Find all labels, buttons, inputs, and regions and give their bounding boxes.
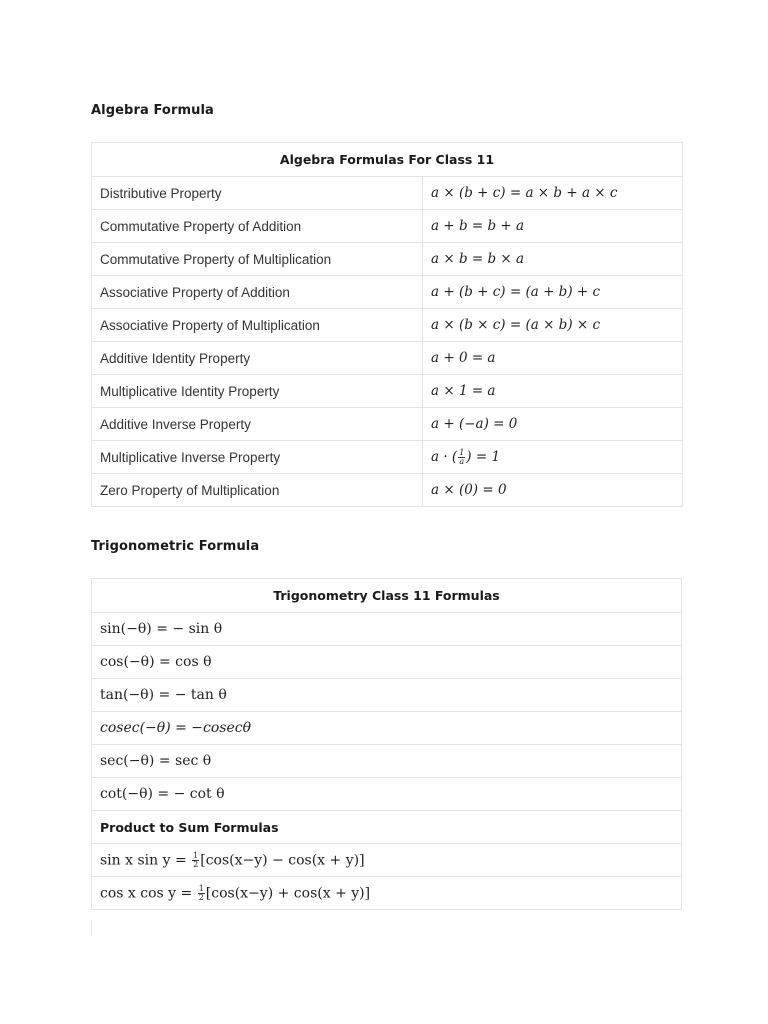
- table-row: [92, 844, 682, 877]
- formula-suffix: [cos(x−y) − cos(x + y)]: [200, 852, 365, 868]
- trigonometry-formulas-table: [91, 578, 682, 910]
- property-formula: a + (b + c) = (a + b) + c: [423, 276, 683, 309]
- property-formula: a + b = b + a: [423, 210, 683, 243]
- algebra-formulas-table: [91, 142, 683, 507]
- fraction-denominator: 2: [193, 859, 199, 869]
- property-name: Additive Identity Property: [92, 342, 423, 375]
- table-row: [92, 441, 683, 474]
- fraction-numerator: 1: [198, 883, 204, 893]
- property-name: Additive Inverse Property: [92, 408, 423, 441]
- fraction-denominator: 2: [198, 892, 204, 902]
- property-name: Associative Property of Multiplication: [92, 309, 423, 342]
- table-header-row: [92, 143, 683, 177]
- trig-formula: tan(−θ) = − tan θ: [92, 679, 682, 712]
- formula-prefix: sin x sin y =: [100, 852, 192, 868]
- table-row: [92, 877, 682, 910]
- fraction-numerator: 1: [193, 850, 199, 860]
- table-row: [92, 276, 683, 309]
- fraction: [198, 885, 205, 902]
- trigonometry-table-title: Trigonometry Class 11 Formulas: [92, 579, 682, 613]
- property-formula: a × (b + c) = a × b + a × c: [423, 177, 683, 210]
- table-row: [92, 309, 683, 342]
- fraction: [192, 852, 199, 869]
- property-name: Multiplicative Identity Property: [92, 375, 423, 408]
- trig-formula: cot(−θ) = − cot θ: [92, 778, 682, 811]
- table-row: [92, 408, 683, 441]
- table-row: [92, 778, 682, 811]
- formula-suffix: [cos(x−y) + cos(x + y)]: [205, 885, 371, 901]
- product-to-sum-heading: Product to Sum Formulas: [92, 811, 682, 844]
- fraction: [458, 449, 465, 466]
- table-row: [92, 646, 682, 679]
- table-row: [92, 210, 683, 243]
- trig-formula: sin(−θ) = − sin θ: [92, 613, 682, 646]
- table-row: [92, 177, 683, 210]
- formula-prefix: a · (: [431, 448, 458, 465]
- property-name: Commutative Property of Multiplication: [92, 243, 423, 276]
- table-continuation-border: [91, 920, 92, 936]
- table-row: [92, 712, 682, 745]
- table-row: [92, 375, 683, 408]
- property-formula: a + (−a) = 0: [423, 408, 683, 441]
- property-formula: a × b = b × a: [423, 243, 683, 276]
- table-row: [92, 243, 683, 276]
- trigonometry-section-heading: Trigonometric Formula: [91, 539, 260, 554]
- trig-formula: cos(−θ) = cos θ: [92, 646, 682, 679]
- table-row: [92, 342, 683, 375]
- algebra-table-title: Algebra Formulas For Class 11: [92, 143, 683, 177]
- property-name: Zero Property of Multiplication: [92, 474, 423, 507]
- table-row: [92, 679, 682, 712]
- property-formula: a × (b × c) = (a × b) × c: [423, 309, 683, 342]
- fraction-denominator: a: [459, 456, 465, 466]
- property-name: Commutative Property of Addition: [92, 210, 423, 243]
- property-formula: a × (0) = 0: [423, 474, 683, 507]
- table-subheading-row: [92, 811, 682, 844]
- formula-suffix: ) = 1: [466, 448, 501, 465]
- product-to-sum-formula: [92, 877, 682, 910]
- fraction-numerator: 1: [459, 447, 465, 457]
- property-name: Multiplicative Inverse Property: [92, 441, 423, 474]
- trig-formula: sec(−θ) = sec θ: [92, 745, 682, 778]
- table-header-row: [92, 579, 682, 613]
- product-to-sum-formula: [92, 844, 682, 877]
- property-name: Associative Property of Addition: [92, 276, 423, 309]
- table-row: [92, 745, 682, 778]
- table-row: [92, 474, 683, 507]
- property-name: Distributive Property: [92, 177, 423, 210]
- algebra-section-heading: Algebra Formula: [91, 103, 214, 118]
- trig-formula: cosec(−θ) = −cosecθ: [92, 712, 682, 745]
- table-row: [92, 613, 682, 646]
- property-formula: a × 1 = a: [423, 375, 683, 408]
- formula-prefix: cos x cos y =: [100, 885, 197, 901]
- property-formula: a + 0 = a: [423, 342, 683, 375]
- property-formula: [423, 441, 683, 474]
